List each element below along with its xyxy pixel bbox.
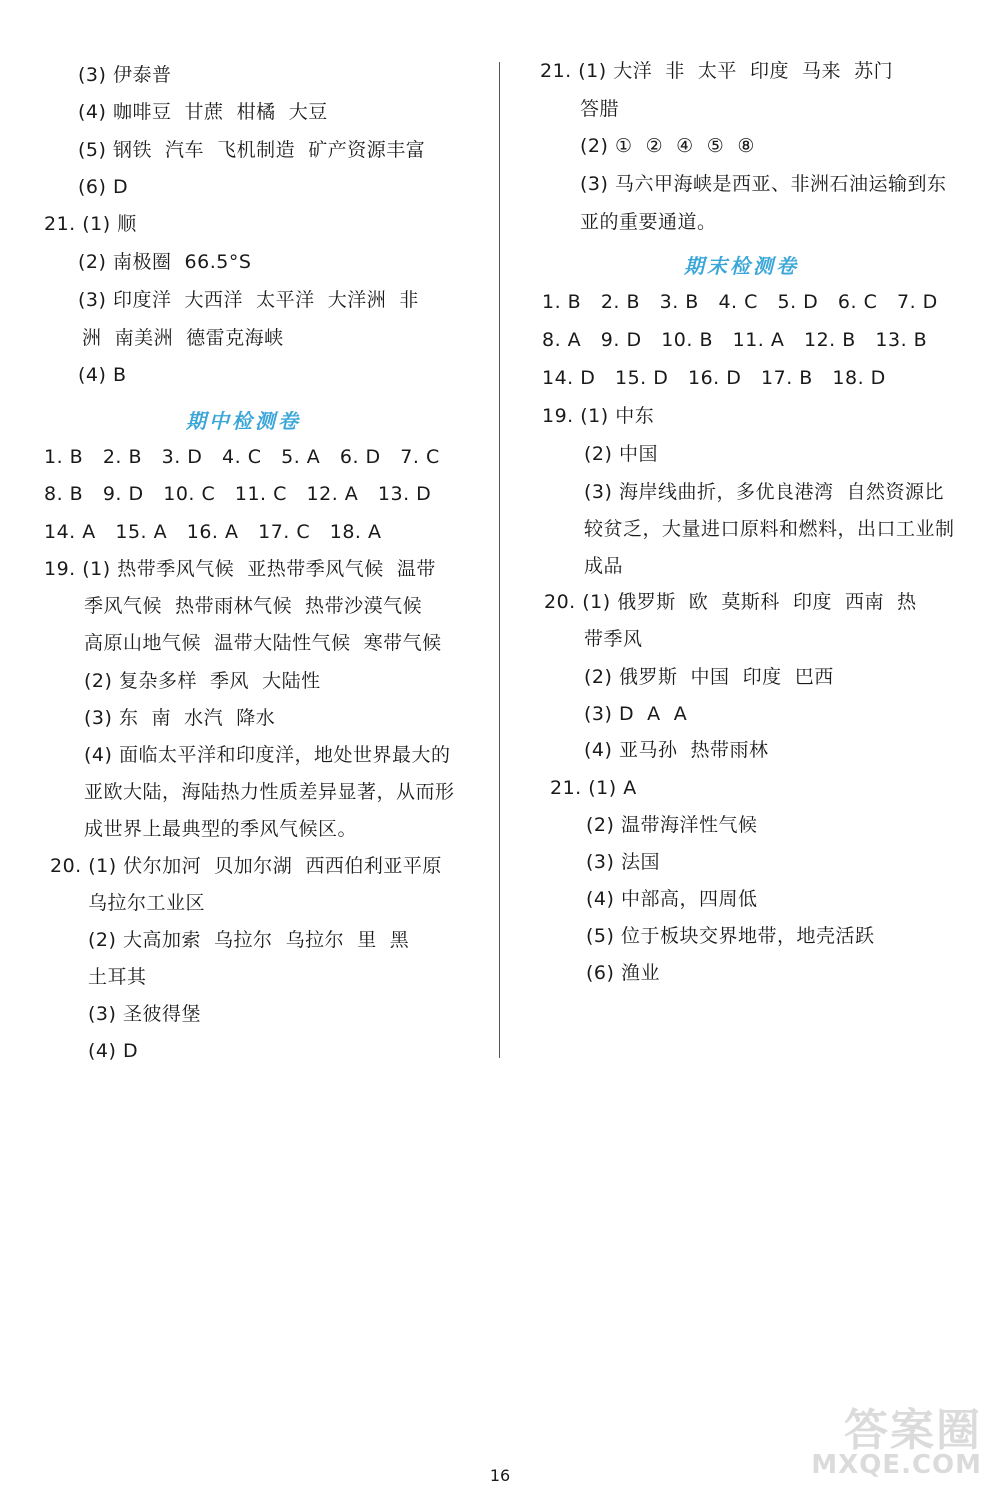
answer-line: 19. (1) 中东	[542, 405, 655, 427]
answer-line: (3) 海岸线曲折，多优良港湾 自然资源比	[584, 481, 945, 503]
answer-line: 成世界上最典型的季风气候区。	[84, 818, 358, 840]
answer-line: (4) B	[78, 364, 127, 386]
answer-line: 亚欧大陆，海陆热力性质差异显著，从而形	[84, 781, 455, 803]
answer-line: (6) D	[78, 176, 129, 198]
answer-line: 洲 南美洲 德雷克海峡	[82, 327, 284, 349]
column-divider	[499, 62, 500, 1058]
answer-line: 带季风	[584, 628, 643, 650]
answer-line: 1. B 2. B 3. D 4. C 5. A 6. D 7. C	[44, 446, 440, 468]
answer-line: (4) 咖啡豆 甘蔗 柑橘 大豆	[78, 101, 328, 123]
answer-line: (4) 亚马孙 热带雨林	[584, 739, 769, 761]
answer-line: 8. B 9. D 10. C 11. C 12. A 13. D	[44, 483, 432, 505]
answer-line: 高原山地气候 温带大陆性气候 寒带气候	[84, 632, 442, 654]
answer-line: 20. (1) 俄罗斯 欧 莫斯科 印度 西南 热	[544, 591, 917, 613]
answer-line: 土耳其	[88, 966, 147, 988]
answer-line: (6) 渔业	[586, 962, 660, 984]
section-title-final: 期末检测卷	[684, 254, 799, 278]
answer-line: (2) 复杂多样 季风 大陆性	[84, 670, 321, 692]
answer-line: (3) 印度洋 大西洋 太平洋 大洋洲 非	[78, 289, 419, 311]
answer-line: 8. A 9. D 10. B 11. A 12. B 13. B	[542, 329, 928, 351]
answer-line: (2) ① ② ④ ⑤ ⑧	[580, 135, 755, 157]
section-title-midterm: 期中检测卷	[186, 409, 301, 433]
answer-line: (2) 中国	[584, 443, 658, 465]
page-number: 16	[489, 1466, 511, 1485]
answer-line: 成品	[584, 555, 624, 577]
answer-line: (2) 大高加索 乌拉尔 乌拉尔 里 黑	[88, 929, 410, 951]
answer-line: 14. A 15. A 16. A 17. C 18. A	[44, 521, 382, 543]
watermark-text: 答案圈	[844, 1405, 982, 1456]
answer-line: 答腊	[580, 98, 620, 120]
watermark-logo	[782, 1394, 982, 1480]
answer-line: 19. (1) 热带季风气候 亚热带季风气候 温带	[44, 558, 436, 580]
answer-line: (4) 中部高，四周低	[586, 888, 758, 910]
answer-line: (5) 钢铁 汽车 飞机制造 矿产资源丰富	[78, 139, 426, 161]
answer-line: (5) 位于板块交界地带，地壳活跃	[586, 925, 875, 947]
answer-line: 乌拉尔工业区	[88, 892, 206, 914]
answer-line: (2) 温带海洋性气候	[586, 814, 758, 836]
answer-line: (3) 法国	[586, 851, 660, 873]
answer-line: (4) 面临太平洋和印度洋，地处世界最大的	[84, 744, 451, 766]
answer-line: 21. (1) 顺	[44, 213, 137, 235]
answer-line: 1. B 2. B 3. B 4. C 5. D 6. C 7. D	[542, 291, 938, 313]
answer-line: 季风气候 热带雨林气候 热带沙漠气候	[84, 595, 423, 617]
answer-line: 14. D 15. D 16. D 17. B 18. D	[542, 367, 886, 389]
answer-line: (2) 俄罗斯 中国 印度 巴西	[584, 666, 834, 688]
answer-line: (3) D A A	[584, 703, 688, 725]
answer-line: (3) 东 南 水汽 降水	[84, 707, 276, 729]
answer-line: (3) 马六甲海峡是西亚、非洲石油运输到东	[580, 173, 947, 195]
answer-line: 较贫乏，大量进口原料和燃料，出口工业制	[584, 518, 955, 540]
answer-line: 20. (1) 伏尔加河 贝加尔湖 西西伯利亚平原	[50, 855, 442, 877]
answer-line: (4) D	[88, 1040, 139, 1062]
answer-line: 21. (1) A	[550, 777, 637, 799]
answer-line: (2) 南极圈 66.5°S	[78, 251, 252, 273]
answer-line: (3) 圣彼得堡	[88, 1003, 201, 1025]
watermark-site: MXQE.COM	[811, 1450, 982, 1480]
answer-line: 21. (1) 大洋 非 太平 印度 马来 苏门	[540, 60, 894, 82]
answer-line: 亚的重要通道。	[580, 211, 717, 233]
answer-line: (3) 伊泰普	[78, 64, 172, 86]
